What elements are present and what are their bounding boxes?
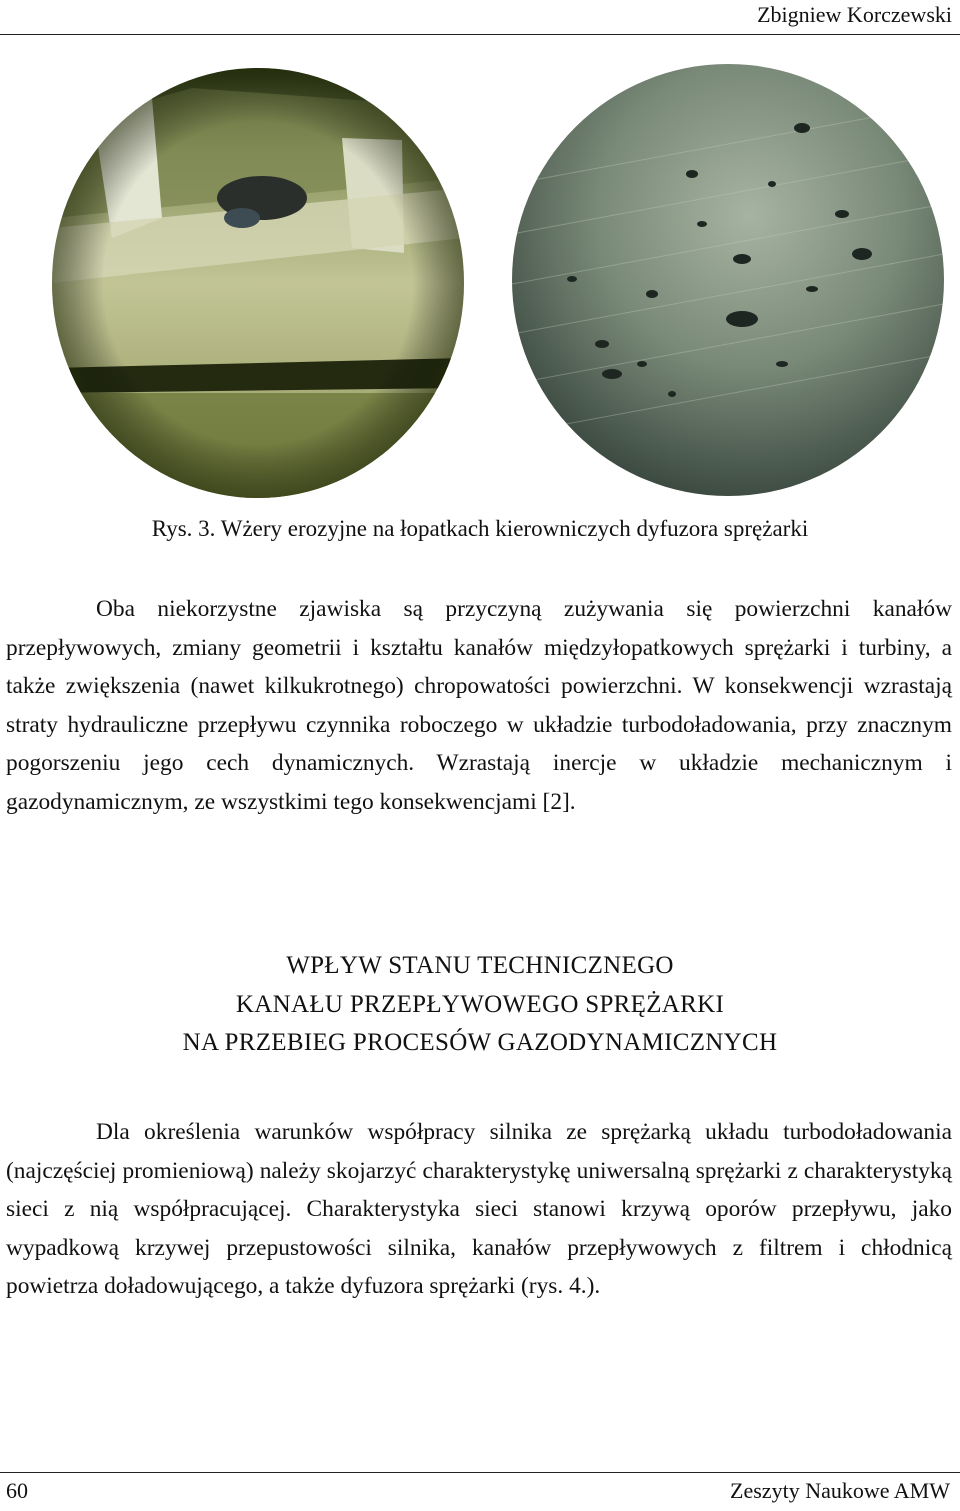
photo-surface-pitting: [512, 64, 944, 496]
body-paragraph-2: [6, 1113, 952, 1306]
journal-name: Zeszyty Naukowe AMW: [730, 1478, 950, 1503]
paragraph-text: Dla określenia warunków współpracy silnika ze sprężarką układu turbodoładowania (najczęściej promieniową) należy skojarzyć charakterystykę uniwersalną sprężarki z charakterystyką sieci z nią współpracującej. Charakterystyka sieci stanowi krzywą oporów przepływu, jako wypadkową krzywej przepustowości silnika, kanałów przepływowych z filtrem i chłodnicą powietrza doładowującego, a także dyfuzora sprężarki (rys. 4.).: [6, 1119, 952, 1300]
header-author: Zbigniew Korczewski: [757, 2, 952, 27]
page-footer: [0, 1472, 960, 1511]
section-heading: [0, 947, 960, 1063]
page-number: 60: [6, 1478, 28, 1503]
heading-line-2: KANAŁU PRZEPŁYWOWEGO SPRĘŻARKI: [235, 990, 725, 1018]
heading-line-3: NA PRZEBIEG PROCESÓW GAZODYNAMICZNYCH: [182, 1029, 778, 1056]
heading-line-1: WPŁYW STANU TECHNICZNEGO: [286, 952, 674, 979]
paragraph-text: Oba niekorzystne zjawiska są przyczyną zużywania się powierzchni kanałów przepływowych, zmiany geometrii i kształtu kanałów międzyłopatkowych sprężarki i turbiny, a także zwiększenia (nawet kilkukrotnego) chropowatości powierzchni. W konsekwencji wzrastają straty hydrauliczne przepływu czynnika roboczego w układzie turbodoładowania, przy znacznym pogorszeniu jego cech dynamicznych. Wzrastają inercje w układzie mechanicznym i gazodynamicznym, ze wszystkimi tego konsekwencjami [2].: [6, 596, 952, 815]
body-paragraph-1: [6, 590, 952, 822]
figure-caption: Rys. 3. Wżery erozyjne na łopatkach kierowniczych dyfuzora sprężarki: [151, 516, 809, 541]
photo-blade-erosion: [52, 68, 464, 498]
page-header: [0, 0, 960, 35]
